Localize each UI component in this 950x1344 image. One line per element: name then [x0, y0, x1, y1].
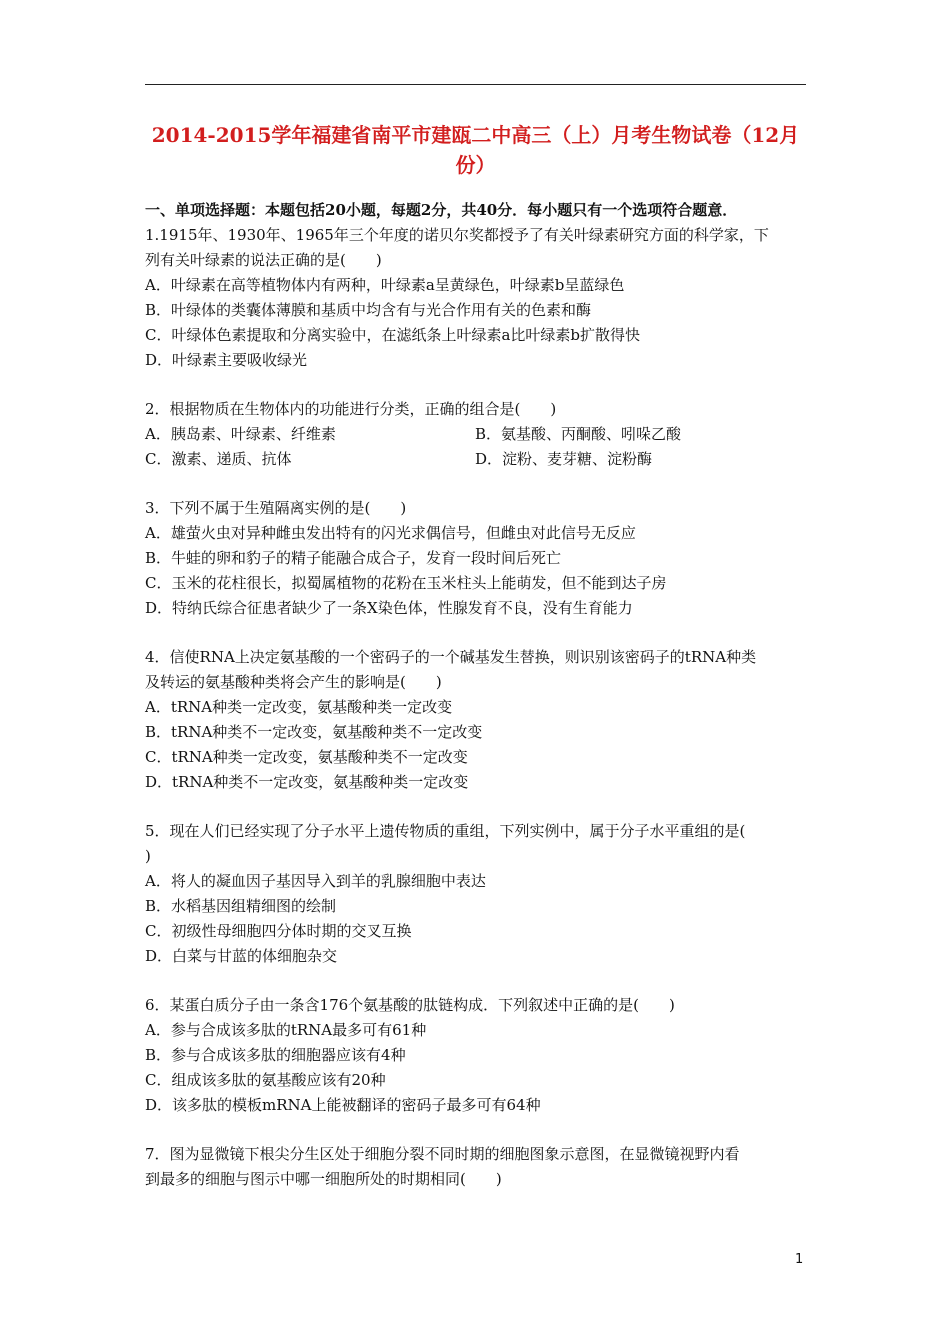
option-c: C．tRNA种类一定改变，氨基酸种类不一定改变 — [145, 748, 468, 766]
question-1 — [145, 223, 810, 373]
option-a: A．胰岛素、叶绿素、纤维素 — [145, 425, 336, 443]
option-a: A．参与合成该多肽的tRNA最多可有61种 — [145, 1021, 427, 1039]
question-6 — [145, 993, 810, 1118]
option-b: B．tRNA种类不一定改变，氨基酸种类不一定改变 — [145, 723, 483, 741]
option-c: C．组成该多肽的氨基酸应该有20种 — [145, 1071, 386, 1089]
option-d: D．白菜与甘蓝的体细胞杂交 — [145, 947, 338, 965]
question-3 — [145, 496, 810, 621]
option-b: B．参与合成该多肽的细胞器应该有4种 — [145, 1046, 406, 1064]
option-c: C．叶绿体色素提取和分离实验中，在滤纸条上叶绿素a比叶绿素b扩散得快 — [145, 326, 641, 344]
option-d: D．叶绿素主要吸收绿光 — [145, 351, 308, 369]
section-header: 一、单项选择题：本题包括20小题，每题2分，共40分．每小题只有一个选项符合题意． — [145, 201, 738, 219]
header-rule — [145, 84, 806, 85]
title-line-1: 2014-2015学年福建省南平市建瓯二中高三（上）月考生物试卷（12月 — [151, 123, 800, 147]
question-stem: 4．信使RNA上决定氨基酸的一个密码子的一个碱基发生替换，则识别该密码子的tRNA种类 — [145, 648, 757, 666]
question-stem: 3．下列不属于生殖隔离实例的是( ) — [145, 499, 407, 517]
option-d: D．tRNA种类不一定改变，氨基酸种类一定改变 — [145, 773, 469, 791]
option-c: C．初级性母细胞四分体时期的交叉互换 — [145, 922, 412, 940]
question-stem: 7．图为显微镜下根尖分生区处于细胞分裂不同时期的细胞图象示意图，在显微镜视野内看 — [145, 1145, 740, 1163]
question-2 — [145, 397, 810, 472]
question-stem: 列有关叶绿素的说法正确的是( ) — [145, 251, 382, 269]
option-d: D．该多肽的模板mRNA上能被翻译的密码子最多可有64种 — [145, 1096, 541, 1114]
question-5 — [145, 819, 810, 969]
question-stem: 2．根据物质在生物体内的功能进行分类，正确的组合是( ) — [145, 400, 557, 418]
option-c: C．玉米的花柱很长，拟蜀属植物的花粉在玉米柱头上能萌发，但不能到达子房 — [145, 574, 667, 592]
exam-body — [145, 198, 810, 1216]
question-stem: 6．某蛋白质分子由一条含176个氨基酸的肽链构成．下列叙述中正确的是( ) — [145, 996, 675, 1014]
option-b: B．叶绿体的类囊体薄膜和基质中均含有与光合作用有关的色素和酶 — [145, 301, 592, 319]
option-a: A．叶绿素在高等植物体内有两种，叶绿素a呈黄绿色，叶绿素b呈蓝绿色 — [145, 276, 625, 294]
exam-title — [145, 120, 806, 180]
question-stem: 1.1915年、1930年、1965年三个年度的诺贝尔奖都授予了有关叶绿素研究方面的科学家，下 — [145, 226, 769, 244]
question-stem: 及转运的氨基酸种类将会产生的影响是( ) — [145, 673, 442, 691]
option-b: B．水稻基因组精细图的绘制 — [145, 897, 337, 915]
option-b: B．牛蛙的卵和豹子的精子能融合成合子，发育一段时间后死亡 — [145, 549, 562, 567]
option-c: C．激素、递质、抗体 — [145, 450, 292, 468]
page-number: 1 — [795, 1252, 804, 1267]
question-stem: 到最多的细胞与图示中哪一细胞所处的时期相同( ) — [145, 1170, 502, 1188]
question-stem: 5．现在人们已经实现了分子水平上遗传物质的重组，下列实例中，属于分子水平重组的是( — [145, 822, 746, 840]
option-d: D．淀粉、麦芽糖、淀粉酶 — [475, 450, 653, 468]
option-row — [145, 422, 810, 447]
question-4 — [145, 645, 810, 795]
question-7 — [145, 1142, 810, 1192]
option-a: A．雄萤火虫对异种雌虫发出特有的闪光求偶信号，但雌虫对此信号无反应 — [145, 524, 636, 542]
option-a: A．将人的凝血因子基因导入到羊的乳腺细胞中表达 — [145, 872, 486, 890]
option-a: A．tRNA种类一定改变，氨基酸种类一定改变 — [145, 698, 453, 716]
title-line-2: 份） — [455, 153, 496, 177]
option-d: D．特纳氏综合征患者缺少了一条X染色体，性腺发育不良，没有生育能力 — [145, 599, 633, 617]
question-stem: ) — [145, 847, 151, 865]
option-b: B．氨基酸、丙酮酸、吲哚乙酸 — [475, 425, 682, 443]
option-row — [145, 447, 810, 472]
